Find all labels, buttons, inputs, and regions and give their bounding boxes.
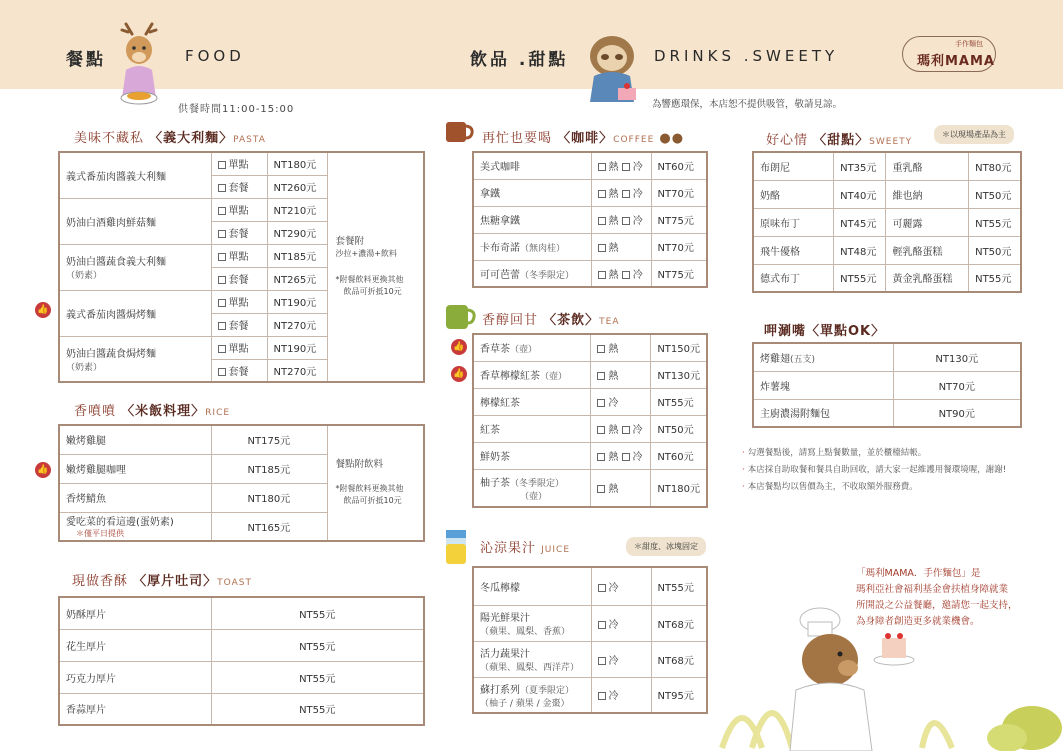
hot-checkbox[interactable] [598, 163, 606, 171]
coffee-price: NT75元 [651, 206, 707, 233]
coffee-item-name: 美式咖啡 [473, 152, 591, 179]
alacarte-item-name[interactable]: 炸薯塊 [753, 371, 893, 399]
cold-checkbox[interactable] [597, 399, 605, 407]
table-row [753, 371, 1021, 399]
rice-price: NT180元 [211, 483, 327, 512]
drinks-title-zh: 飲品 .甜點 [470, 50, 569, 70]
cold-checkbox[interactable] [598, 621, 606, 629]
cold-checkbox[interactable] [622, 163, 630, 171]
juice-item-name: 蘇打系列（夏季限定） （柚子 / 蘋果 / 金棗） [473, 677, 591, 713]
rice-price: NT175元 [211, 425, 327, 454]
rice-set-note: 餐點附飲料 *附餐飲料更換其他 飲品可折抵10元 [327, 425, 424, 541]
set-price: NT290元 [267, 221, 327, 244]
pasta-item-name: 奶油白酒雞肉鮮菇麵 [59, 198, 211, 244]
coffee-item-name: 拿鐵 [473, 179, 591, 206]
coffee-price: NT60元 [651, 152, 707, 179]
checkbox[interactable] [218, 253, 226, 261]
juice-item-name: 活力蔬果汁 （蘋果、鳳梨、西洋芹） [473, 641, 591, 677]
table-row [753, 180, 1021, 208]
cold-checkbox[interactable] [622, 271, 630, 279]
hot-checkbox[interactable] [598, 190, 606, 198]
set-option[interactable]: 套餐 [211, 313, 267, 336]
tea-price: NT60元 [651, 442, 707, 469]
rice-price: NT165元 [211, 512, 327, 541]
hot-checkbox[interactable] [597, 345, 605, 353]
hot-checkbox[interactable] [597, 453, 605, 461]
single-option[interactable]: 單點 [211, 336, 267, 359]
pasta-item-name: 奶油白醬蔬食義大利麵 （奶素） [59, 244, 211, 290]
single-price: NT190元 [267, 336, 327, 359]
table-row [473, 152, 707, 179]
recommended-thumbs-up-icon: 👍 [35, 462, 51, 478]
note-item: · 本店採自助取餐和餐具自助回收，請大家一起維護用餐環境喔，謝謝! [742, 465, 1007, 475]
tea-item-name: 檸檬紅茶 [473, 388, 591, 415]
set-price: NT260元 [267, 175, 327, 198]
juice-item-name: 冬瓜檸檬 [473, 567, 591, 605]
tea-item-name: 鮮奶茶 [473, 442, 591, 469]
tea-item-name: 紅茶 [473, 415, 591, 442]
toast-item-name[interactable]: 花生厚片 [59, 629, 211, 661]
drinks-title-en: DRINKS .SWEETY [654, 47, 839, 65]
toast-price: NT55元 [211, 629, 424, 661]
alacarte-item-name[interactable]: 主廚濃湯附麵包 [753, 399, 893, 427]
single-price: NT180元 [267, 152, 327, 175]
dessert-name[interactable]: 布朗尼 [753, 152, 834, 180]
rice-price: NT185元 [211, 454, 327, 483]
dessert-price: NT40元 [834, 180, 886, 208]
deer-chef-illustration [108, 18, 170, 110]
cold-option[interactable]: 冷 [591, 567, 651, 605]
tea-table [472, 333, 708, 508]
coffee-item-name: 焦糖拿鐵 [473, 206, 591, 233]
sweety-table [752, 151, 1022, 293]
table-row [473, 605, 707, 641]
coffee-heading: 再忙也要喝 〈咖啡〉COFFEE ●● [482, 131, 685, 146]
sweety-heading: 好心情 〈甜點〉SWEETY [766, 133, 913, 148]
dessert-price: NT80元 [969, 152, 1021, 180]
checkbox[interactable] [218, 322, 226, 330]
temp-options[interactable]: 熱 冷 [591, 206, 651, 233]
temp-options[interactable]: 熱 冷 [591, 260, 651, 287]
table-row [753, 236, 1021, 264]
dessert-name[interactable]: 飛牛優格 [753, 236, 834, 264]
coffee-table [472, 151, 708, 288]
alacarte-price: NT130元 [893, 343, 1021, 371]
coffee-item-name: 可可芭蕾（冬季限定） [473, 260, 591, 287]
cold-checkbox[interactable] [622, 190, 630, 198]
tea-price: NT150元 [651, 334, 707, 361]
hot-checkbox[interactable] [598, 217, 606, 225]
checkbox[interactable] [218, 161, 226, 169]
juice-table [472, 566, 708, 714]
tea-price: NT130元 [651, 361, 707, 388]
alacarte-heading: 呷涮嘴〈單點OK〉 [764, 324, 886, 339]
pasta-item-name: 義式番茄肉醬焗烤麵 [59, 290, 211, 336]
dessert-name[interactable]: 可麗露 [886, 208, 969, 236]
pasta-item-name: 義式番茄肉醬義大利麵 [59, 152, 211, 198]
dessert-name[interactable]: 輕乳酪蛋糕 [886, 236, 969, 264]
temp-options[interactable]: 熱 冷 [591, 179, 651, 206]
pasta-table [58, 151, 425, 383]
toast-item-name[interactable]: 奶酥厚片 [59, 597, 211, 629]
coffee-beans-icon: ●● [659, 131, 685, 146]
dessert-name[interactable]: 重乳酪 [886, 152, 969, 180]
table-row [473, 388, 707, 415]
rice-item-name[interactable]: 嫩烤雞腿咖哩 [59, 454, 211, 483]
coffee-price: NT70元 [651, 179, 707, 206]
recommended-thumbs-up-icon: 👍 [451, 339, 467, 355]
table-row [473, 415, 707, 442]
sweety-badge: ＊以現場產品為主 [934, 125, 1014, 144]
pasta-set-note: 套餐附 沙拉+濃湯+飲料 *附餐飲料更換其他 飲品可折抵10元 [327, 152, 424, 382]
table-row [473, 361, 707, 388]
checkbox[interactable] [218, 230, 226, 238]
temp-options[interactable]: 熱 冷 [591, 152, 651, 179]
set-option[interactable]: 套餐 [211, 359, 267, 382]
dessert-name[interactable]: 黃金乳酪蛋糕 [886, 264, 969, 292]
tea-price: NT50元 [651, 415, 707, 442]
eco-note: 為響應環保，本店恕不提供吸管，敬請見諒。 [652, 99, 843, 110]
bear-chef-illustration [712, 598, 1063, 751]
dessert-price: NT45元 [834, 208, 886, 236]
charity-promo: 「瑪利MAMA．手作麵包」是 瑪利亞社會福利基金會扶植身障就業 所開設之公益餐廳，邀請您一起支持， 為身障者創造更多就業機會。 [856, 568, 1018, 627]
table-row [753, 264, 1021, 292]
hot-checkbox[interactable] [598, 244, 606, 252]
note-item: · 勾選餐點後，請寫上點餐數量，並於櫃檯結帳。 [742, 448, 927, 458]
juice-price: NT95元 [651, 677, 707, 713]
dessert-name[interactable]: 德式布丁 [753, 264, 834, 292]
table-row [473, 233, 707, 260]
dessert-price: NT48元 [834, 236, 886, 264]
rice-heading: 香噴噴 〈米飯料理〉RICE [74, 404, 231, 419]
table-row [753, 343, 1021, 371]
temp-options[interactable]: 熱 [591, 361, 651, 388]
checkbox[interactable] [218, 345, 226, 353]
cold-checkbox[interactable] [598, 657, 606, 665]
tea-cup-icon [444, 302, 476, 332]
temp-options[interactable]: 冷 [591, 388, 651, 415]
single-price: NT190元 [267, 290, 327, 313]
checkbox[interactable] [218, 207, 226, 215]
pasta-heading: 美味不藏私 〈義大利麵〉PASTA [74, 131, 266, 146]
table-row [59, 629, 424, 661]
rice-item-name[interactable]: 香烤鯖魚 [59, 483, 211, 512]
set-price: NT265元 [267, 267, 327, 290]
temp-options[interactable]: 熱 [591, 334, 651, 361]
table-row [59, 425, 424, 454]
logo: 手作麵包 瑪利MAMA [902, 36, 996, 72]
toast-table [58, 596, 425, 726]
rice-item-name[interactable]: 嫩烤雞腿 [59, 425, 211, 454]
tea-heading: 香醇回甘 〈茶飲〉TEA [482, 313, 620, 328]
toast-price: NT55元 [211, 597, 424, 629]
dessert-name[interactable]: 維也納 [886, 180, 969, 208]
dessert-price: NT55元 [969, 264, 1021, 292]
single-option[interactable]: 單點 [211, 152, 267, 175]
set-price: NT270元 [267, 313, 327, 336]
juice-glass-icon [444, 528, 468, 566]
cold-option[interactable]: 冷 [591, 641, 651, 677]
food-title-zh: 餐點 [66, 50, 106, 70]
sloth-illustration [582, 30, 646, 106]
table-row [473, 469, 707, 507]
recommended-thumbs-up-icon: 👍 [451, 366, 467, 382]
toast-item-name[interactable]: 巧克力厚片 [59, 661, 211, 693]
dessert-price: NT50元 [969, 236, 1021, 264]
set-option[interactable]: 套餐 [211, 175, 267, 198]
juice-item-name: 陽光鮮果汁 （蘋果、鳳梨、香蕉） [473, 605, 591, 641]
dessert-price: NT55元 [834, 264, 886, 292]
table-row [473, 641, 707, 677]
dessert-name[interactable]: 奶酪 [753, 180, 834, 208]
temp-options[interactable]: 熱 冷 [591, 415, 651, 442]
set-option[interactable]: 套餐 [211, 221, 267, 244]
cold-checkbox[interactable] [598, 584, 606, 592]
single-option[interactable]: 單點 [211, 244, 267, 267]
checkbox[interactable] [218, 276, 226, 284]
toast-price: NT55元 [211, 661, 424, 693]
set-option[interactable]: 套餐 [211, 267, 267, 290]
cold-checkbox[interactable] [598, 692, 606, 700]
alacarte-price: NT90元 [893, 399, 1021, 427]
rice-table [58, 424, 425, 542]
single-price: NT185元 [267, 244, 327, 267]
cold-option[interactable]: 冷 [591, 677, 651, 713]
table-row [473, 260, 707, 287]
table-row [59, 152, 424, 175]
checkbox[interactable] [218, 299, 226, 307]
food-title-en: FOOD [185, 47, 245, 65]
toast-item-name[interactable]: 香蒜厚片 [59, 693, 211, 725]
table-row [753, 208, 1021, 236]
table-row [753, 152, 1021, 180]
set-price: NT270元 [267, 359, 327, 382]
dessert-price: NT50元 [969, 180, 1021, 208]
rice-item-name[interactable]: 愛吃菜的看這邊(蛋奶素) ＊僅平日提供 [59, 512, 211, 541]
recommended-thumbs-up-icon: 👍 [35, 302, 51, 318]
coffee-price: NT70元 [651, 233, 707, 260]
table-row [59, 693, 424, 725]
note-item: · 本店餐點均以售價為主，不收取額外服務費。 [742, 482, 918, 492]
table-row [59, 597, 424, 629]
juice-heading: 沁涼果汁 JUICE [480, 541, 571, 556]
table-row [473, 442, 707, 469]
dessert-name[interactable]: 原味布丁 [753, 208, 834, 236]
tea-price: NT55元 [651, 388, 707, 415]
pasta-item-name: 奶油白醬蔬食焗烤麵 （奶素） [59, 336, 211, 382]
cold-checkbox[interactable] [622, 217, 630, 225]
checkbox[interactable] [218, 368, 226, 376]
single-option[interactable]: 單點 [211, 290, 267, 313]
tea-item-name: 柚子茶（冬季限定） （壺） [473, 469, 591, 507]
table-row [473, 334, 707, 361]
coffee-price: NT75元 [651, 260, 707, 287]
table-row [473, 677, 707, 713]
juice-badge: ＊甜度、冰塊固定 [626, 537, 706, 556]
alacarte-price: NT70元 [893, 371, 1021, 399]
ordering-notes [742, 445, 1042, 496]
table-row [473, 179, 707, 206]
temp-options[interactable]: 熱 [591, 233, 651, 260]
table-row [473, 206, 707, 233]
toast-heading: 現做香酥 〈厚片吐司〉TOAST [72, 574, 252, 589]
alacarte-table [752, 342, 1022, 428]
tea-item-name: 香草茶（壺） [473, 334, 591, 361]
juice-price: NT55元 [651, 567, 707, 605]
hot-checkbox[interactable] [597, 426, 605, 434]
serving-hours: 供餐時間11:00-15:00 [178, 104, 295, 115]
cold-checkbox[interactable] [622, 426, 630, 434]
checkbox[interactable] [218, 184, 226, 192]
hot-checkbox[interactable] [597, 372, 605, 380]
temp-options[interactable]: 熱 [591, 469, 651, 507]
tea-price: NT180元 [651, 469, 707, 507]
hot-checkbox[interactable] [597, 485, 605, 493]
dessert-price: NT35元 [834, 152, 886, 180]
cold-option[interactable]: 冷 [591, 605, 651, 641]
alacarte-item-name[interactable]: 烤雞翅(五支) [753, 343, 893, 371]
cold-checkbox[interactable] [622, 453, 630, 461]
table-row [59, 661, 424, 693]
single-price: NT210元 [267, 198, 327, 221]
hot-checkbox[interactable] [598, 271, 606, 279]
table-row [473, 567, 707, 605]
juice-price: NT68元 [651, 605, 707, 641]
single-option[interactable]: 單點 [211, 198, 267, 221]
coffee-item-name: 卡布奇諾（無肉桂） [473, 233, 591, 260]
toast-price: NT55元 [211, 693, 424, 725]
temp-options[interactable]: 熱 冷 [591, 442, 651, 469]
table-row [753, 399, 1021, 427]
tea-item-name: 香草檸檬紅茶（壺） [473, 361, 591, 388]
dessert-price: NT55元 [969, 208, 1021, 236]
juice-price: NT68元 [651, 641, 707, 677]
coffee-cup-icon [444, 118, 474, 146]
